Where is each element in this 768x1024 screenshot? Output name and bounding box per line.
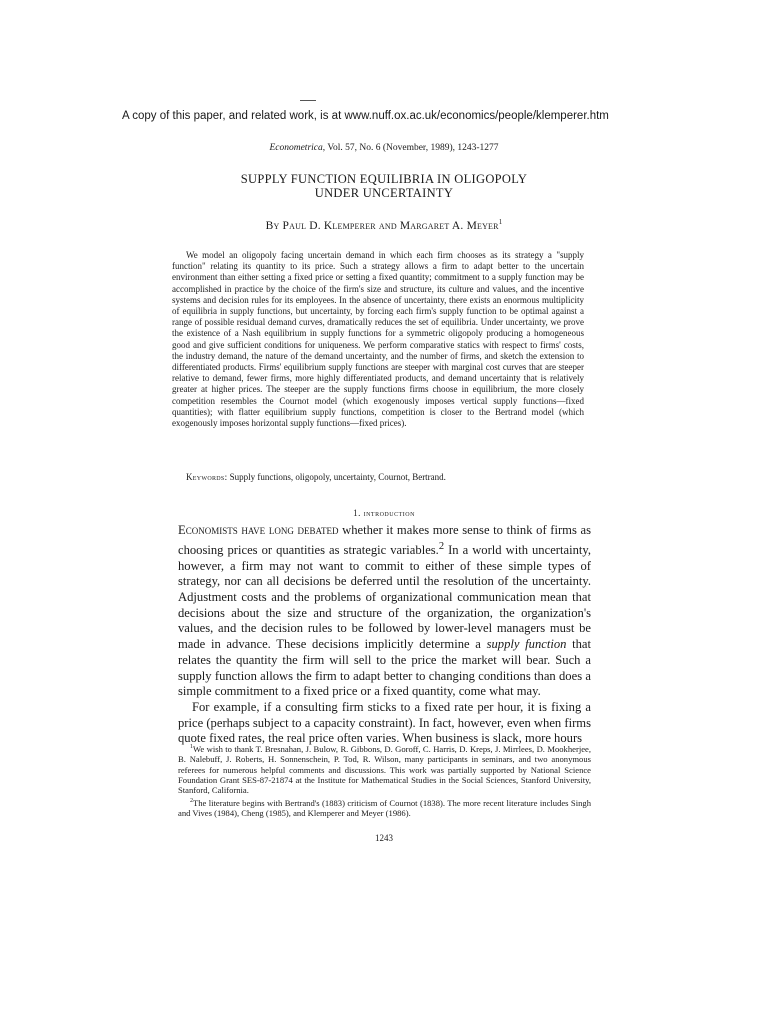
section-heading: 1. introduction [353,508,415,518]
paragraph-1-part-b: In a world with uncertainty, however, a firm may not want to commit to either of these simple types of strategy, nor can all decisions be deferred until the resolution of the uncertainty. Adjustment costs and the problems of organizational communication mean that decisions about the size and structure of the organization, the organization's values, and the decision rules to be followed by lower-level managers must be made in advance. These decisions implicitly determine a [178,542,591,652]
emphasis-supply-function: supply function [486,637,567,652]
footnote-1-mark: 1 [190,744,193,750]
body-paragraph-2: For example, if a consulting firm sticks to a fixed rate per hour, it is fixing a price (perhaps subject to a capacity constraint). In fact, however, even when firms quote fixed rates, the real price often varies. When business is slack, more hours [178,699,591,746]
keywords-label: Keywords: [186,472,228,482]
paper-title-line-1: SUPPLY FUNCTION EQUILIBRIA IN OLIGOPOLY [240,172,528,186]
paragraph-1-part-c: that relates the quantity the firm will sell to the price the market will bear. Such a supply function allows the firm to adapt better to changing conditions than does a simple commitment to a fixed price or a fixed quantity, come what may. [178,637,591,699]
paragraph-lead: Economists have long debated [178,523,339,537]
journal-name: Econometrica [269,143,323,153]
page-number: 1243 [375,833,393,843]
paper-title [0,172,768,200]
abstract: We model an oligopoly facing uncertain demand in which each firm chooses as its strategy a "supply function" relating its quantity to its price. Such a strategy allows a firm to adapt better to the uncertain environment than either setting a fixed price or setting a fixed quantity; commitment to a supply function may be accomplished in practice by the choice of the firm's size and structure, its culture and values, and the incentive systems and decision rules for its employees. In the absence of uncertainty, there exists an enormous multiplicity of equilibria in supply functions, but uncertainty, by forcing each firm's supply function to be optimal against a range of possible residual demand curves, dramatically reduces the set of equilibria. Under uncertainty, we prove the existence of a Nash equilibrium in supply functions for a symmetric oligopoly producing a homogeneous good and give sufficient conditions for uniqueness. We perform comparative statics with respect to firms' costs, the industry demand, the nature of the demand uncertainty, and the number of firms, and sketch the extension to differentiated products. Firms' equilibrium supply functions are steeper with marginal cost curves that are steeper relative to demand, fewer firms, more highly differentiated products, and demand uncertainty that is relatively greater at higher prices. The steeper are the supply functions firms choose in equilibrium, the more closely competition resembles the Cournot model (which exogenously imposes vertical supply functions—fixed quantities); with flatter equilibrium supply functions, competition is closer to the Bertrand model (which exogenously imposes horizontal supply functions—fixed prices). [172,250,584,429]
body-paragraph-1 [178,523,591,700]
paper-title-line-2: UNDER UNCERTAINTY [314,186,454,200]
body-text [178,523,591,747]
authors-footnote-mark: 1 [498,218,503,226]
footnote-2 [178,796,591,819]
journal-citation [0,143,768,153]
footnote-1-text: We wish to thank T. Bresnahan, J. Bulow, R. Gibbons, D. Goroff, C. Harris, D. Kreps, J. Mirrlees, D. Mookherjee, B. Nalebuff, J. Roberts, H. Sonnenschein, P. Tod, R. Wilson, many participants in seminars, and two anonymous referees for numerous helpful comments and discussions. This work was partially supported by National Science Foundation Grant SES-87-21874 at the Institute for Mathematical Studies in the Social Sciences, Stanford University, Stanford, California. [178,743,591,796]
header-dash [300,100,316,101]
authors-text: By Paul D. Klemperer and Margaret A. Meyer [265,219,499,232]
keywords-text: Supply functions, oligopoly, uncertainty, Cournot, Bertrand. [227,472,446,482]
footnote-2-text: The literature begins with Bertrand's (1883) criticism of Cournot (1838). The more recent literature includes Singh and Vives (1984), Cheng (1985), and Klemperer and Meyer (1986). [178,797,591,819]
paper-authors [0,218,768,232]
journal-details: , Vol. 57, No. 6 (November, 1989), 1243-1277 [322,143,499,153]
footnote-ref-2: 2 [438,540,445,552]
footnote-2-mark: 2 [190,797,193,804]
paragraph-1-part-a: whether it makes more sense to think of firms as choosing prices or quantities as strategic variables. [178,523,591,557]
footnote-1 [178,742,591,796]
keywords [186,472,586,482]
footnotes [178,742,591,819]
copy-note: A copy of this paper, and related work, is at www.nuff.ox.ac.uk/economics/people/klemperer.htm [122,110,609,122]
